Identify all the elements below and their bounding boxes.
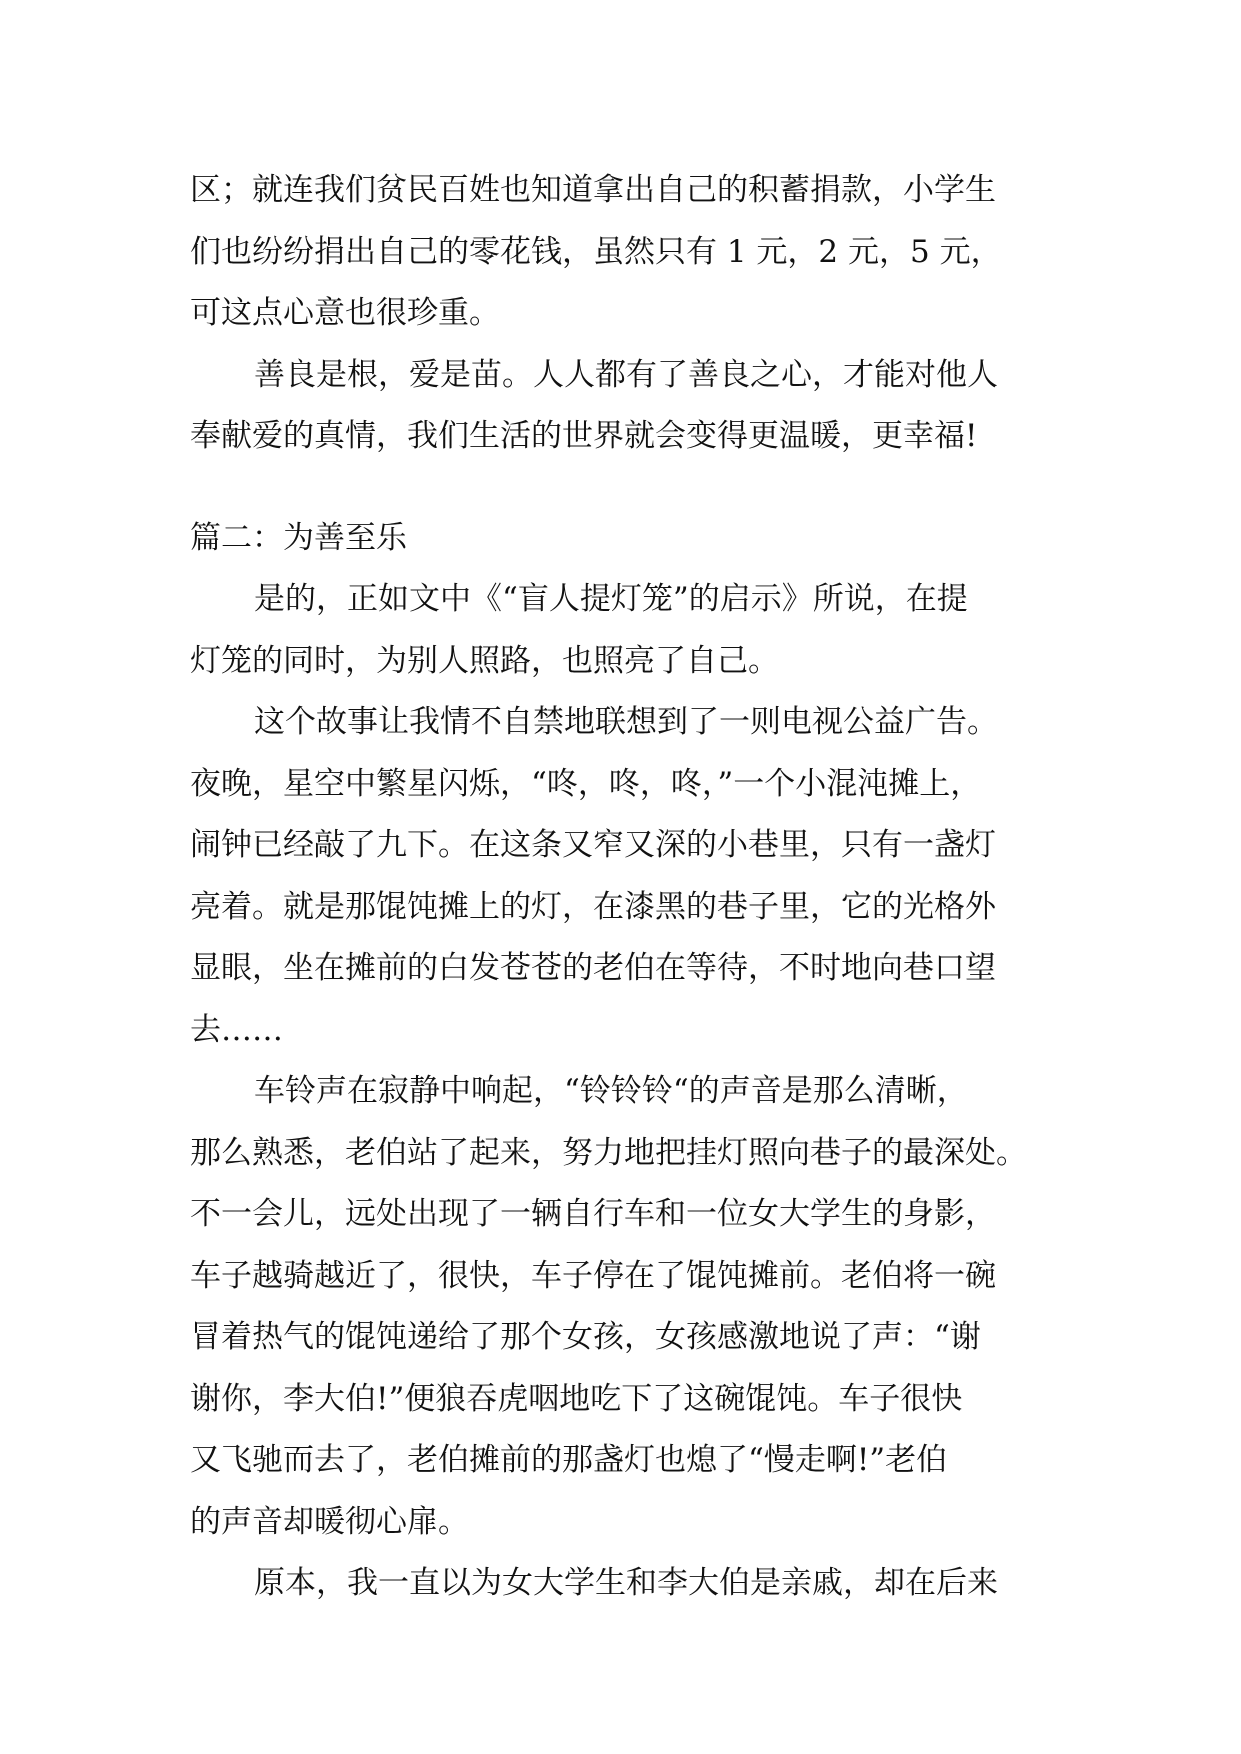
- paragraph-line: 灯笼的同时，为别人照路，也照亮了自己。: [190, 642, 779, 679]
- paragraph-6: [190, 1553, 1050, 1615]
- section-title: [190, 508, 1050, 570]
- paragraph-line: 闹钟已经敲了九下。在这条又窄又深的小巷里，只有一盏灯: [190, 827, 996, 863]
- paragraph-line: 不一会儿，远处出现了一辆自行车和一位女大学生的身影，: [190, 1196, 996, 1232]
- paragraph-line: 亮着。就是那馄饨摊上的灯，在漆黑的巷子里，它的光格外: [190, 888, 996, 925]
- paragraph-line: 又飞驰而去了，老伯摊前的那盏灯也熄了“慢走啊!”老伯: [190, 1442, 948, 1478]
- paragraph-5: [190, 1061, 1050, 1553]
- paragraph-1: [190, 160, 1050, 345]
- paragraph-line: 们也纷纷捐出自己的零花钱，虽然只有 1 元，2 元，5 元，: [190, 233, 1002, 270]
- paragraph-line: 那么熟悉，老伯站了起来，努力地把挂灯照向巷子的最深处。: [190, 1134, 1027, 1171]
- paragraph-line: 原本，我一直以为女大学生和李大伯是亲戚，却在后来: [254, 1565, 998, 1601]
- paragraph-line: 是的，正如文中《“盲人提灯笼”的启示》所说，在提: [254, 581, 968, 617]
- paragraph-line: 这个故事让我情不自禁地联想到了一则电视公益广告。: [254, 704, 998, 740]
- paragraph-line: 谢你，李大伯!”便狼吞虎咽地吃下了这碗馄饨。车子很快: [190, 1380, 963, 1417]
- paragraph-line: 去……: [190, 1011, 283, 1048]
- section-title-text: 篇二：为善至乐: [190, 519, 407, 556]
- paragraph-line: 奉献爱的真情，我们生活的世界就会变得更温暖，更幸福!: [190, 418, 978, 454]
- paragraph-line: 车铃声在寂静中响起，“铃铃铃“的声音是那么清晰，: [254, 1073, 968, 1109]
- paragraph-line: 夜晚，星空中繁星闪烁，“咚，咚，咚，”一个小混沌摊上，: [190, 765, 982, 802]
- paragraph-line: 善良是根，爱是苗。人人都有了善良之心，才能对他人: [254, 356, 998, 393]
- paragraph-line: 冒着热气的馄饨递给了那个女孩，女孩感激地说了声：“谢: [190, 1319, 981, 1355]
- document-body: [190, 160, 1050, 1615]
- paragraph-line: 区；就连我们贫民百姓也知道拿出自己的积蓄捐款，小学生: [190, 172, 996, 208]
- section-gap: [190, 468, 1050, 508]
- paragraph-4: [190, 692, 1050, 1061]
- paragraph-3: [190, 569, 1050, 692]
- paragraph-line: 车子越骑越近了，很快，车子停在了馄饨摊前。老伯将一碗: [190, 1257, 996, 1294]
- paragraph-line: 可这点心意也很珍重。: [190, 295, 500, 331]
- paragraph-line: 的声音却暖彻心扉。: [190, 1503, 469, 1540]
- paragraph-line: 显眼，坐在摊前的白发苍苍的老伯在等待，不时地向巷口望: [190, 950, 996, 986]
- paragraph-2: [190, 345, 1050, 468]
